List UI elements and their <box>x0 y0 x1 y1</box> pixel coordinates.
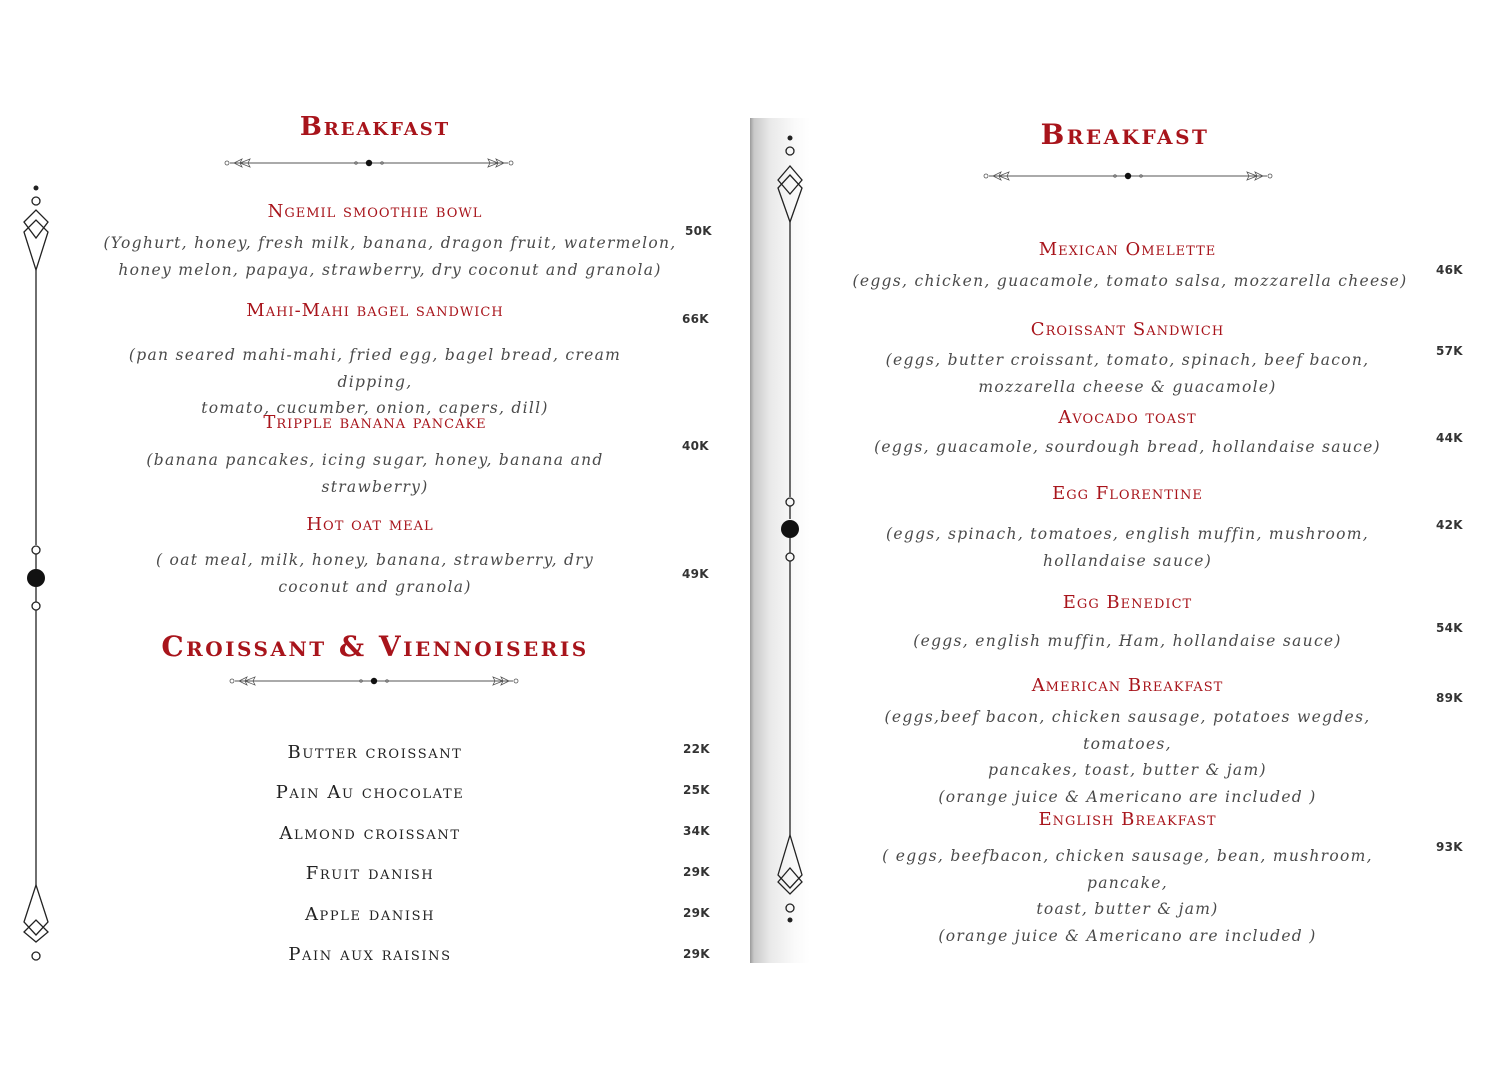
menu-item-description: (banana pancakes, icing sugar, honey, banana and strawberry) <box>146 451 604 496</box>
menu-item-price: 54K <box>1436 621 1463 635</box>
menu-item-name: Egg Benedict <box>1062 592 1193 613</box>
croissant-item-price: 34K <box>683 824 710 838</box>
menu-item-price: 93K <box>1436 840 1463 854</box>
croissant-item-price: 25K <box>683 783 710 797</box>
menu-item-name: American Breakfast <box>1031 675 1224 696</box>
divider-ornament <box>983 170 1273 182</box>
croissant-item-price: 22K <box>683 742 710 756</box>
menu-item-description: (eggs, english muffin, Ham, hollandaise sauce) <box>913 632 1342 650</box>
menu-item-price: 42K <box>1436 518 1463 532</box>
menu-item-description: ( oat meal, milk, honey, banana, strawberry, dry coconut and granola) <box>155 551 595 596</box>
croissant-item-name: Pain aux raisins <box>288 944 452 962</box>
menu-item-price: 40K <box>682 439 709 453</box>
menu-item-description: (eggs,beef bacon, chicken sausage, potatoes wegdes, tomatoes, pancakes, toast, butter & jam) (orange juice & Americano are included ) <box>884 708 1371 806</box>
menu-item-name: Avocado toast <box>1058 407 1197 428</box>
croissant-item-price: 29K <box>683 947 710 961</box>
croissant-item-price: 29K <box>683 906 710 920</box>
menu-item-description: (eggs, chicken, guacamole, tomato salsa, mozzarella cheese) <box>852 272 1408 290</box>
menu-item-price: 49K <box>682 567 709 581</box>
menu-item-name: Croissant Sandwich <box>1030 319 1225 340</box>
menu-item-price: 89K <box>1436 691 1463 705</box>
divider-ornament <box>229 675 519 687</box>
menu-item-name: English Breakfast <box>1038 809 1217 830</box>
menu-item-description: (eggs, guacamole, sourdough bread, hollandaise sauce) <box>874 438 1381 456</box>
croissant-item-price: 29K <box>683 865 710 879</box>
croissant-section-title: Croissant & Viennoiseris <box>161 630 589 663</box>
menu-item-price: 66K <box>682 312 709 326</box>
left-border-ornament <box>18 180 58 970</box>
menu-item-description: (Yoghurt, honey, fresh milk, banana, dragon fruit, watermelon, honey melon, papaya, strawberry, dry coconut and granola) <box>103 234 677 279</box>
menu-item-description: (eggs, spinach, tomatoes, english muffin, mushroom, hollandaise sauce) <box>886 525 1369 570</box>
menu-item-description: ( eggs, beefbacon, chicken sausage, bean, mushroom, pancake, toast, butter & jam) (orange juice & Americano are included ) <box>882 847 1373 945</box>
menu-item-name: Tripple banana pancake <box>263 412 487 433</box>
menu-item-name: Hot oat meal <box>306 514 434 535</box>
divider-ornament <box>224 157 514 169</box>
menu-item-price: 57K <box>1436 344 1463 358</box>
menu-item-description: (pan seared mahi-mahi, fried egg, bagel bread, cream dipping, tomato, cucumber, onion, capers, dill) <box>128 346 622 417</box>
menu-item-price: 46K <box>1436 263 1463 277</box>
menu-item-description: (eggs, butter croissant, tomato, spinach, beef bacon, mozzarella cheese & guacamole) <box>885 351 1370 396</box>
menu-item-name: Egg Florentine <box>1052 483 1203 504</box>
croissant-item-name: Pain Au chocolate <box>275 782 465 803</box>
right-border-ornament <box>770 130 810 930</box>
menu-page-right <box>750 0 1500 1080</box>
croissant-item-name: Fruit danish <box>305 863 435 884</box>
menu-item-price: 44K <box>1436 431 1463 445</box>
menu-item-name: Mexican Omelette <box>1038 239 1217 260</box>
breakfast-title-right: Breakfast <box>1040 118 1210 151</box>
breakfast-title-left: Breakfast <box>299 112 451 142</box>
croissant-item-name: Butter croissant <box>287 742 463 763</box>
menu-item-price: 50K <box>685 224 712 238</box>
croissant-item-clip <box>0 940 750 962</box>
menu-item-name: Mahi-Mahi bagel sandwich <box>246 300 504 321</box>
croissant-item-name: Apple danish <box>304 904 436 925</box>
croissant-item-name: Almond croissant <box>279 823 461 844</box>
menu-item-name: Ngemil smoothie bowl <box>267 201 483 222</box>
